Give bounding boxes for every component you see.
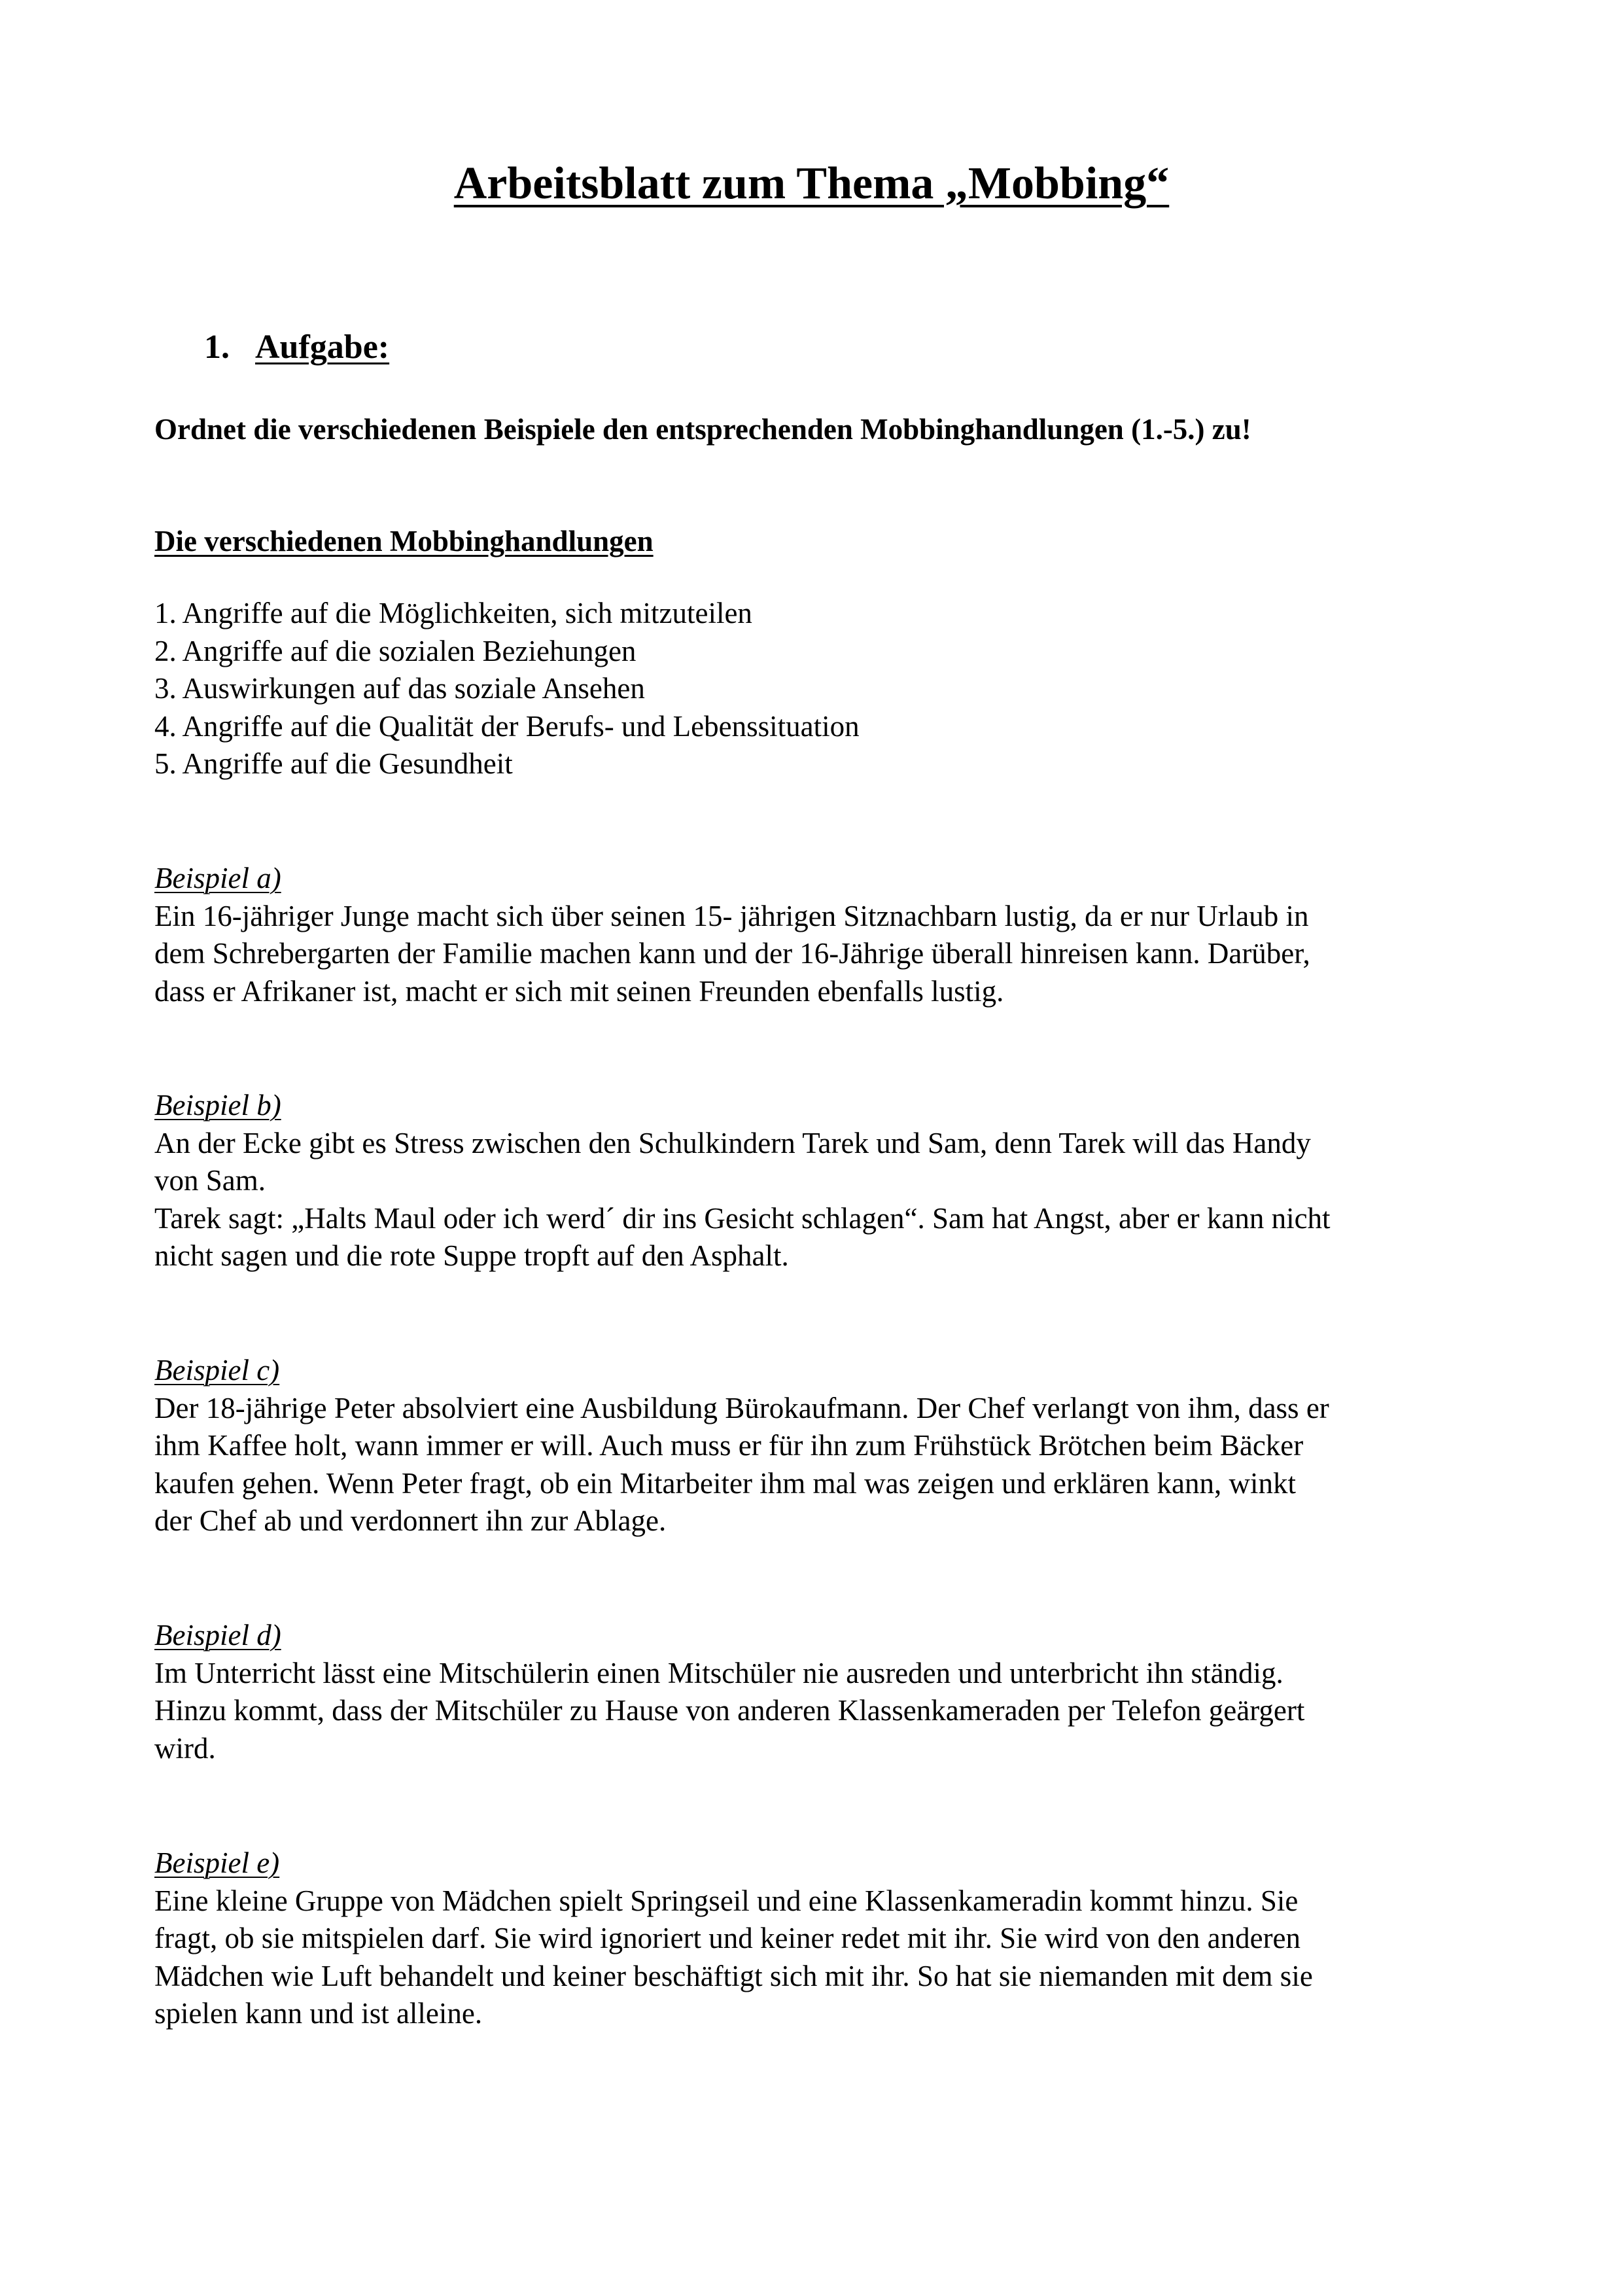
example-c [154, 1352, 1489, 1540]
list-item: 1. Angriffe auf die Möglichkeiten, sich mitzuteilen [154, 597, 752, 629]
task-number: 1. [204, 328, 230, 366]
example-a [154, 860, 1489, 1010]
example-d [154, 1617, 1489, 1767]
task-instruction: Ordnet die verschiedenen Beispiele den entsprechenden Mobbinghandlungen (1.-5.) zu! [154, 413, 1251, 446]
example-label: Beispiel c) [154, 1354, 280, 1386]
example-label: Beispiel a) [154, 862, 281, 894]
list-item: 4. Angriffe auf die Qualität der Berufs- und Lebenssituation [154, 709, 860, 743]
list-item: 2. Angriffe auf die sozialen Beziehungen [154, 634, 637, 667]
list-item: 3. Auswirkungen auf das soziale Ansehen [154, 672, 645, 705]
list-item: 5. Angriffe auf die Gesundheit [154, 747, 513, 780]
example-text: Ein 16-jähriger Junge macht sich über seinen 15- jährigen Sitznachbarn lustig, da er nur Urlaub in dem Schrebergarten der Familie machen kann und der 16-Jährige überall hinreisen kann. Darüber, dass er Afrikaner ist, macht er sich mit seinen Freunden ebenfalls lustig. [154, 899, 1310, 1008]
task-heading [204, 325, 389, 370]
actions-list [154, 595, 860, 783]
example-label: Beispiel e) [154, 1846, 280, 1879]
example-b [154, 1087, 1489, 1275]
example-text: An der Ecke gibt es Stress zwischen den Schulkindern Tarek und Sam, denn Tarek will das Handy von Sam. Tarek sagt: „Halts Maul oder ich werd´ dir ins Gesicht schlagen“. Sam hat Angst, aber er kann nicht nicht sagen und die rote Suppe tropft auf den Asphalt. [154, 1126, 1331, 1272]
task-label: Aufgabe: [255, 328, 390, 366]
example-text: Eine kleine Gruppe von Mädchen spielt Springseil und eine Klassenkameradin kommt hinzu. Sie fragt, ob sie mitspielen darf. Sie wird ignoriert und keiner redet mit ihr. Sie wird von den anderen Mädchen wie Luft behandelt und keiner beschäftigt sich mit ihr. So hat sie niemanden mit dem sie spielen kann und ist alleine. [154, 1884, 1313, 2030]
example-text: Der 18-jährige Peter absolviert eine Ausbildung Bürokaufmann. Der Chef verlangt von ihm, dass er ihm Kaffee holt, wann immer er will. Auch muss er für ihn zum Frühstück Brötchen beim Bäcker kaufen gehen. Wenn Peter fragt, ob ein Mitarbeiter ihm mal was zeigen und erklären kann, winkt der Chef ab und verdonnert ihn zur Ablage. [154, 1391, 1329, 1537]
example-label: Beispiel d) [154, 1619, 281, 1651]
example-text: Im Unterricht lässt eine Mitschülerin einen Mitschüler nie ausreden und unterbricht ihn ständig. Hinzu kommt, dass der Mitschüler zu Hause von anderen Klassenkameraden per Telefon geärgert wird. [154, 1656, 1305, 1765]
page-title: Arbeitsblatt zum Thema „Mobbing“ [453, 158, 1170, 209]
example-label: Beispiel b) [154, 1089, 281, 1122]
example-e [154, 1845, 1489, 2033]
actions-heading: Die verschiedenen Mobbinghandlungen [154, 525, 654, 557]
